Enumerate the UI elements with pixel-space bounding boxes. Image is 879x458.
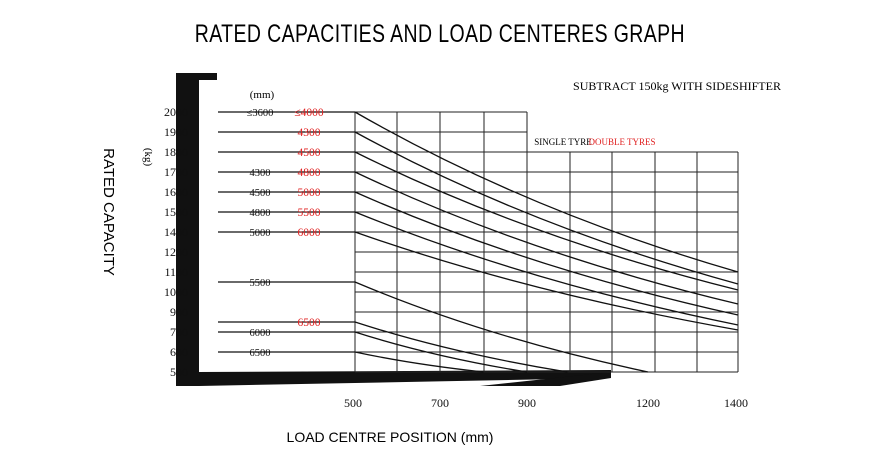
leader-lines [218, 112, 355, 352]
double-tyre-height: 5000 [297, 187, 321, 199]
single-tyre-height: 4300 [249, 168, 271, 179]
single-tyre-height: 6500 [249, 348, 271, 359]
capacity-curve [355, 192, 738, 315]
single-tyre-height: 5500 [249, 278, 271, 289]
x-axis-label: LOAD CENTRE POSITION (mm) [286, 429, 494, 445]
single-tyre-height: ≤3600 [246, 108, 274, 119]
capacity-curves [355, 112, 738, 372]
lift-height-labels [247, 107, 324, 359]
y-axis-label: RATED CAPACITY [100, 148, 117, 276]
capacity-curve [355, 212, 738, 325]
chart-subtitle: SUBTRACT 150kg WITH SIDESHIFTER [573, 79, 781, 93]
chart-frame [176, 73, 611, 386]
y-tick-label: 900 [170, 305, 188, 319]
single-tyre-height: 4800 [249, 208, 271, 219]
y-tick-label: 1800 [164, 145, 188, 159]
capacity-curve [355, 322, 567, 372]
y-tick-label: 1000 [164, 285, 188, 299]
y-tick-label: 1400 [164, 225, 188, 239]
x-tick-label: 500 [344, 396, 362, 410]
lift-height-unit: (mm) [249, 89, 275, 101]
y-tick-label: 2000 [164, 105, 188, 119]
capacity-curve [355, 232, 738, 330]
double-tyre-height: ≤4000 [294, 107, 324, 119]
y-tick-label: 1600 [164, 185, 188, 199]
y-axis-unit: (kg) [142, 147, 154, 167]
y-tick-label: 1900 [164, 125, 188, 139]
y-tick-label: 1100 [164, 265, 188, 279]
single-tyre-height: 5000 [249, 228, 271, 239]
y-tick-label: 1200 [164, 245, 188, 259]
x-tick-label: 1200 [636, 396, 660, 410]
double-tyre-height: 4800 [297, 167, 321, 179]
double-tyre-height: 4300 [297, 127, 321, 139]
chart-title: RATED CAPACITIES AND LOAD CENTERES GRAPH [194, 19, 686, 48]
y-tick-label: 600 [170, 345, 188, 359]
double-tyre-height: 6500 [297, 317, 321, 329]
y-tick-label: 500 [170, 365, 188, 379]
y-tick-label: 700 [170, 325, 188, 339]
double-tyre-height: 4500 [297, 147, 321, 159]
x-ticks [344, 396, 748, 410]
legend-single-tyre: SINGLE TYRE [534, 137, 592, 147]
single-tyre-height: 6000 [249, 328, 271, 339]
y-tick-label: 1700 [164, 165, 188, 179]
legend-double-tyres: DOUBLE TYRES [588, 137, 656, 147]
capacity-curve [355, 352, 484, 372]
x-tick-label: 900 [518, 396, 536, 410]
capacity-curve [355, 282, 648, 372]
capacity-curve [355, 132, 738, 284]
frame-bracket [176, 73, 611, 386]
x-tick-label: 700 [431, 396, 449, 410]
single-tyre-height: 4500 [249, 188, 271, 199]
chart-grid [355, 112, 738, 372]
x-tick-label: 1400 [724, 396, 748, 410]
double-tyre-height: 5500 [297, 207, 321, 219]
y-tick-label: 1500 [164, 205, 188, 219]
double-tyre-height: 6000 [297, 227, 321, 239]
